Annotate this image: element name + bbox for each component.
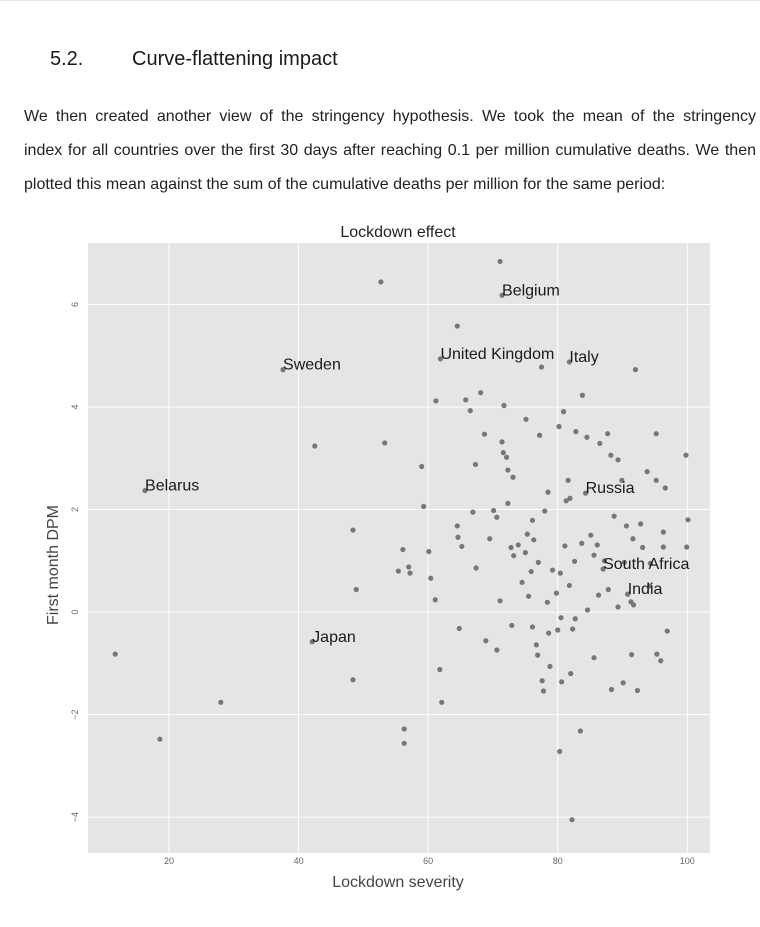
country-label: Belgium (502, 282, 560, 300)
lockdown-scatter-chart (0, 215, 760, 900)
data-point (615, 604, 620, 609)
data-point (529, 569, 534, 574)
top-rule (0, 0, 760, 1)
data-point (547, 664, 552, 669)
data-point (535, 653, 540, 658)
data-point (491, 508, 496, 513)
data-point (540, 678, 545, 683)
data-point (615, 457, 620, 462)
data-point (463, 397, 468, 402)
body-paragraph (24, 100, 756, 202)
data-point (580, 393, 585, 398)
data-point (596, 593, 601, 598)
data-point (482, 432, 487, 437)
data-point (504, 455, 509, 460)
data-point (354, 587, 359, 592)
data-point (605, 431, 610, 436)
section-number: 5.2. (50, 48, 84, 70)
data-point (654, 431, 659, 436)
data-point (683, 453, 688, 458)
data-point (505, 501, 510, 506)
x-tick-label: 40 (293, 856, 304, 866)
data-point (520, 580, 525, 585)
data-point (455, 523, 460, 528)
section-title: Curve-flattening impact (132, 48, 338, 70)
data-point (428, 576, 433, 581)
data-point (455, 323, 460, 328)
data-point (609, 687, 614, 692)
x-axis-label: Lockdown severity (332, 874, 464, 891)
x-tick-label: 80 (552, 856, 563, 866)
data-point (439, 700, 444, 705)
plot-area (88, 243, 710, 853)
data-point (312, 443, 317, 448)
data-point (559, 679, 564, 684)
data-point (470, 510, 475, 515)
data-point (157, 737, 162, 742)
data-point (541, 688, 546, 693)
data-point (684, 544, 689, 549)
data-point (406, 564, 411, 569)
data-point (537, 433, 542, 438)
data-point (433, 597, 438, 602)
data-point (568, 671, 573, 676)
data-point (578, 728, 583, 733)
data-point (378, 279, 383, 284)
data-point (459, 544, 464, 549)
data-point (573, 616, 578, 621)
data-point (629, 652, 634, 657)
data-point (509, 623, 514, 628)
data-point (621, 680, 626, 685)
data-point (396, 568, 401, 573)
data-point (555, 627, 560, 632)
data-point (497, 259, 502, 264)
country-label: India (627, 581, 663, 599)
data-point (585, 607, 590, 612)
data-point (556, 424, 561, 429)
y-axis-label: First month DPM (45, 504, 62, 626)
data-point (612, 514, 617, 519)
paragraph-line: We then created another view of the stringency hypothesis. We took the mean of the stringency (24, 108, 756, 125)
data-point (421, 504, 426, 509)
data-point (478, 390, 483, 395)
data-point (542, 508, 547, 513)
data-point (584, 435, 589, 440)
data-point (510, 475, 515, 480)
data-point (658, 658, 663, 663)
data-point (501, 403, 506, 408)
data-point (630, 536, 635, 541)
data-point (633, 367, 638, 372)
data-point (562, 543, 567, 548)
data-point (468, 408, 473, 413)
data-point (572, 559, 577, 564)
data-point (654, 478, 659, 483)
data-point (218, 700, 223, 705)
data-point (473, 462, 478, 467)
data-point (654, 652, 659, 657)
data-point (569, 817, 574, 822)
data-point (426, 549, 431, 554)
data-point (505, 467, 510, 472)
data-point (511, 553, 516, 558)
country-label: South Africa (603, 556, 690, 574)
data-point (113, 652, 118, 657)
data-point (661, 544, 666, 549)
data-point (566, 478, 571, 483)
data-point (638, 521, 643, 526)
data-point (539, 364, 544, 369)
data-point (557, 749, 562, 754)
y-tick-label: 6 (70, 302, 80, 308)
data-point (546, 630, 551, 635)
data-point (350, 527, 355, 532)
data-point (536, 560, 541, 565)
country-label: Italy (569, 348, 599, 366)
data-point (402, 726, 407, 731)
country-label: Russia (585, 480, 635, 498)
data-point (550, 567, 555, 572)
data-point (494, 515, 499, 520)
data-point (545, 490, 550, 495)
data-point (579, 541, 584, 546)
data-point (570, 626, 575, 631)
data-point (558, 615, 563, 620)
data-point (588, 533, 593, 538)
data-point (597, 441, 602, 446)
data-point (661, 530, 666, 535)
country-label: Belarus (145, 477, 200, 495)
data-point (526, 594, 531, 599)
data-point (685, 517, 690, 522)
data-point (545, 600, 550, 605)
data-point (508, 545, 513, 550)
data-point (523, 550, 528, 555)
data-point (474, 565, 479, 570)
data-point (501, 450, 506, 455)
y-tick-label: 0 (70, 609, 80, 615)
data-point (635, 688, 640, 693)
data-point (591, 553, 596, 558)
data-point (402, 741, 407, 746)
data-point (531, 537, 536, 542)
data-point (595, 542, 600, 547)
x-tick-label: 20 (163, 856, 174, 866)
data-point (516, 542, 521, 547)
data-point (606, 587, 611, 592)
x-tick-label: 100 (679, 856, 695, 866)
data-point (591, 655, 596, 660)
data-point (608, 453, 613, 458)
data-point (494, 647, 499, 652)
y-tick-label: −4 (70, 811, 80, 823)
data-point (640, 545, 645, 550)
data-point (487, 536, 492, 541)
y-tick-label: 2 (70, 507, 80, 513)
data-point (567, 583, 572, 588)
data-point (419, 464, 424, 469)
data-point (554, 591, 559, 596)
paragraph-line: index for all countries over the first 30 days after reaching 0.1 per million cumulative deaths. We then (24, 142, 756, 159)
y-tick-label: 4 (70, 404, 80, 410)
chart-title: Lockdown effect (340, 224, 456, 241)
data-point (665, 628, 670, 633)
data-point (499, 439, 504, 444)
data-point (455, 535, 460, 540)
data-point (382, 440, 387, 445)
country-label: Japan (312, 628, 356, 646)
data-point (400, 547, 405, 552)
x-tick-label: 60 (423, 856, 434, 866)
data-point (457, 626, 462, 631)
data-point (350, 677, 355, 682)
data-point (631, 602, 636, 607)
country-label: Sweden (283, 356, 341, 374)
country-label: United Kingdom (440, 345, 555, 363)
data-point (624, 523, 629, 528)
data-point (663, 485, 668, 490)
y-tick-label: −2 (70, 709, 80, 720)
data-point (525, 532, 530, 537)
paragraph-line: plotted this mean against the sum of the cumulative deaths per million for the same period: (24, 176, 666, 193)
data-point (534, 642, 539, 647)
data-point (530, 518, 535, 523)
data-point (558, 571, 563, 576)
data-point (433, 398, 438, 403)
data-point (530, 624, 535, 629)
data-point (523, 417, 528, 422)
data-point (497, 598, 502, 603)
data-point (573, 429, 578, 434)
data-point (407, 571, 412, 576)
data-point (483, 638, 488, 643)
data-point (645, 469, 650, 474)
data-point (567, 496, 572, 501)
data-point (437, 667, 442, 672)
data-point (561, 409, 566, 414)
